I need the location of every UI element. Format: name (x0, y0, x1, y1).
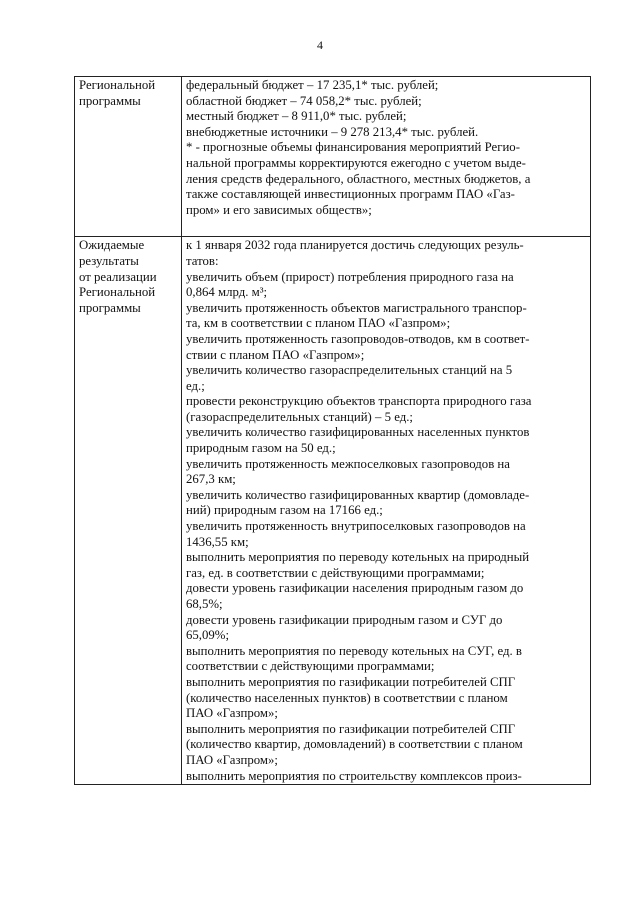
label-line: программы (79, 93, 141, 108)
content-line: местный бюджет – 8 911,0* тыс. рублей; (186, 109, 407, 124)
content-line: татов: (186, 253, 219, 268)
row-label-cell (75, 237, 182, 785)
content-line: увеличить протяженность внутрипоселковых газопроводов на (186, 519, 526, 534)
content-line: ствии с планом ПАО «Газпром»; (186, 347, 365, 362)
content-line: природным газом на 50 ед.; (186, 441, 336, 456)
label-line: результаты (79, 253, 139, 268)
content-line: ед.; (186, 378, 205, 393)
content-line: (количество населенных пунктов) в соответствии с планом (186, 690, 508, 705)
content-line: 0,864 млрд. м³; (186, 285, 268, 300)
content-line: ления средств федерального, областного, местных бюджетов, а (186, 171, 531, 186)
content-line: 267,3 км; (186, 472, 236, 487)
content-line: также составляющей инвестиционных программ ПАО «Газ- (186, 187, 515, 202)
content-line: (количество квартир, домовладений) в соответствии с планом (186, 737, 523, 752)
content-line: довести уровень газификации природным газом и СУГ до (186, 612, 503, 627)
content-line: пром» и его зависимых обществ»; (186, 202, 372, 217)
content-line: провести реконструкцию объектов транспорта природного газа (186, 394, 532, 409)
content-line: увеличить протяженность межпоселковых газопроводов на (186, 456, 510, 471)
label-line: Ожидаемые (79, 238, 145, 253)
content-line: 65,09%; (186, 628, 230, 643)
spacer (186, 218, 586, 236)
content-line: выполнить мероприятия по газификации потребителей СПГ (186, 721, 516, 736)
content-line: выполнить мероприятия по переводу котельных на СУГ, ед. в (186, 643, 522, 658)
content-line: выполнить мероприятия по переводу котельных на природный (186, 550, 530, 565)
table-row-expected-results (75, 237, 591, 785)
row-content-cell (182, 237, 591, 785)
content-line: увеличить объем (прирост) потребления природного газа на (186, 269, 514, 284)
content-line: увеличить количество газифицированных населенных пунктов (186, 425, 530, 440)
label-line: от реализации (79, 269, 157, 284)
content-line: довести уровень газификации населения природным газом до (186, 581, 524, 596)
content-line: ний) природным газом на 17166 ед.; (186, 503, 383, 518)
content-line: соответствии с действующими программами; (186, 659, 435, 674)
content-line: выполнить мероприятия по строительству комплексов произ- (186, 768, 522, 783)
content-line: (газораспределительных станций) – 5 ед.; (186, 409, 413, 424)
content-line: ПАО «Газпром»; (186, 752, 278, 767)
content-line: выполнить мероприятия по газификации потребителей СПГ (186, 674, 516, 689)
content-line: увеличить количество газифицированных квартир (домовладе- (186, 487, 530, 502)
content-line: газ, ед. в соответствии с действующими программами; (186, 565, 485, 580)
content-line: ПАО «Газпром»; (186, 706, 278, 721)
content-line: нальной программы корректируются ежегодно с учетом выде- (186, 155, 526, 170)
content-line: та, км в соответствии с планом ПАО «Газпром»; (186, 316, 451, 331)
row-label-cell (75, 77, 182, 237)
label-line: программы (79, 300, 141, 315)
content-line: 1436,55 км; (186, 534, 249, 549)
page-number: 4 (317, 38, 323, 52)
content-line: увеличить количество газораспределительных станций на 5 (186, 363, 513, 378)
label-line: Региональной (79, 78, 156, 92)
content-line: областной бюджет – 74 058,2* тыс. рублей; (186, 93, 422, 108)
content-line: * - прогнозные объемы финансирования мероприятий Регио- (186, 140, 520, 155)
content-line: 68,5%; (186, 597, 223, 611)
content-line: внебюджетные источники – 9 278 213,4* тыс. рублей. (186, 124, 479, 139)
label-line: Региональной (79, 285, 156, 300)
row-content-cell (182, 77, 591, 237)
content-line: увеличить протяженность объектов магистрального транспор- (186, 300, 527, 315)
content-line: увеличить протяженность газопроводов-отводов, км в соответ- (186, 331, 530, 346)
content-line: федеральный бюджет – 17 235,1* тыс. рублей; (186, 78, 439, 92)
content-line: к 1 января 2032 года планируется достичь следующих резуль- (186, 238, 524, 253)
table-row-funding (75, 77, 591, 237)
program-passport-table (74, 76, 591, 785)
